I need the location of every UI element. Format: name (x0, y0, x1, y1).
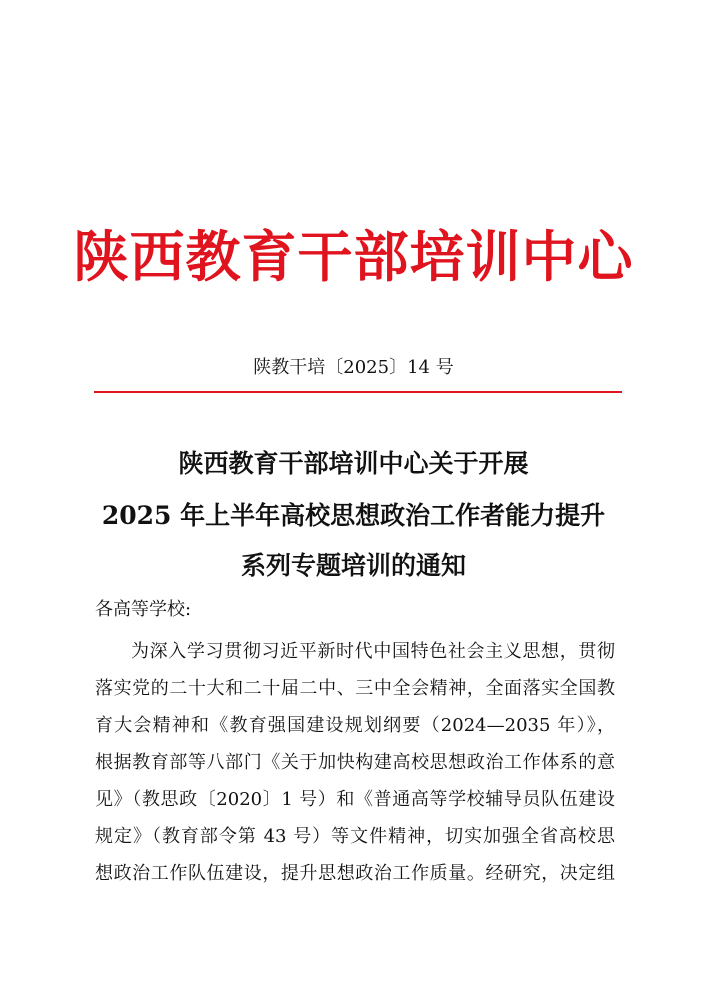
notice-title-line-2: 2025 年上半年高校思想政治工作者能力提升 (101, 501, 606, 530)
body-line: 规定》（教育部令第 43 号）等文件精神，切实加强全省高校思 (95, 826, 615, 847)
red-separator-line (94, 391, 622, 393)
notice-title-line-3: 系列专题培训的通知 (240, 551, 466, 580)
salutation: 各高等学校: (95, 599, 192, 620)
body-line: 见》（教思政〔2020〕1 号）和《普通高等学校辅导员队伍建设 (95, 789, 615, 810)
notice-title-line-1: 陕西教育干部培训中心关于开展 (178, 449, 529, 478)
issuer-masthead: 陕西教育干部培训中心 (73, 224, 634, 289)
document-number: 陕教干培〔2025〕14 号 (253, 357, 454, 378)
body-line: 根据教育部等八部门《关于加快构建高校思想政治工作体系的意 (95, 752, 615, 773)
body-line: 落实党的二十大和二十届二中、三中全会精神，全面落实全国教 (95, 678, 615, 699)
body-line: 为深入学习贯彻习近平新时代中国特色社会主义思想，贯彻 (131, 641, 615, 662)
body-line: 想政治工作队伍建设，提升思想政治工作质量。经研究，决定组 (95, 863, 615, 884)
body-line: 育大会精神和《教育强国建设规划纲要（2024—2035 年）》， (95, 715, 615, 736)
